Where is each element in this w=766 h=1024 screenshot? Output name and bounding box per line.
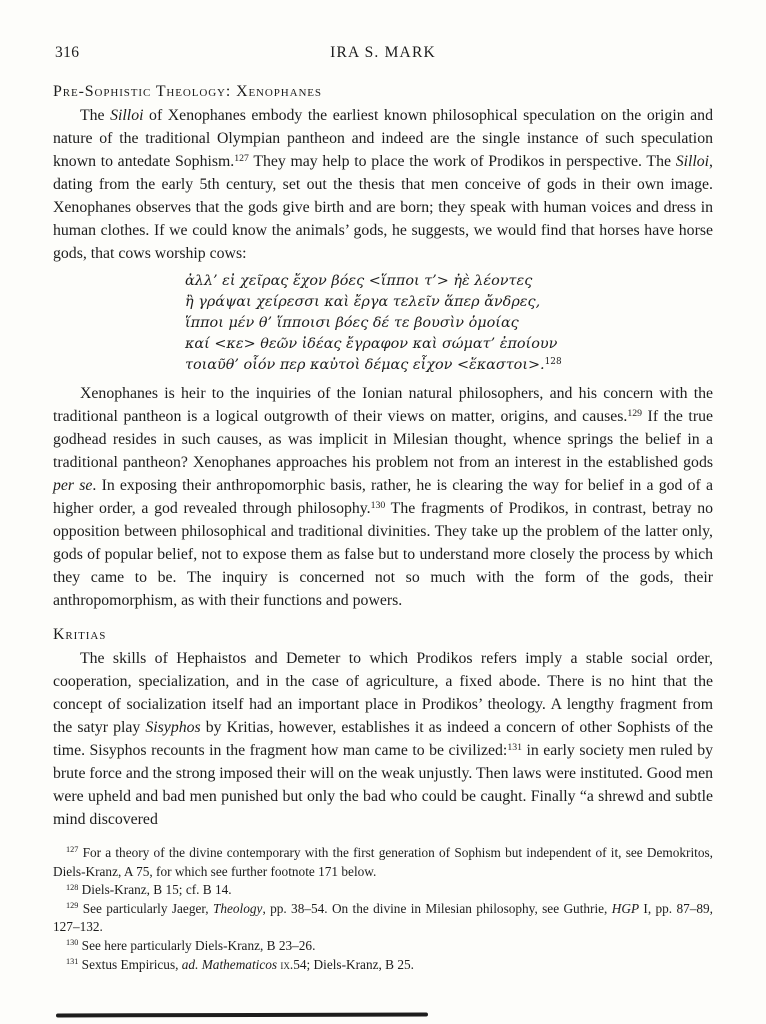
page-header	[53, 44, 713, 63]
scan-artifact	[56, 1013, 428, 1018]
section-heading-pre-sophistic-theology: Pre-Sophistic Theology: Xenophanes	[53, 83, 322, 100]
greek-line-5: τοιαῦθ’ οἷόν περ καὐτοὶ δέμας εἶχον <ἕκαστοι>.$^{128}$	[185, 357, 562, 373]
page-number: 316	[55, 44, 80, 61]
footnote-129: $^{129}$ See particularly Jaeger, Theology, pp. 38–54. On the divine in Milesian philosophy, see Guthrie, HGP I, pp. 87–89, 127–132.	[53, 900, 714, 935]
greek-blockquote	[185, 271, 713, 376]
running-head: IRA S. MARK	[330, 44, 436, 61]
footnote-130: $^{130}$ See here particularly Diels-Kranz, B 23–26.	[66, 937, 316, 953]
footnote-127: $^{127}$ For a theory of the divine contemporary with the first generation of Sophism but independent of it, see Demokritos, Diels-Kranz, A 75, for which see further footnote 171 below.	[53, 845, 713, 879]
paragraph-xenophanes-2: Xenophanes is heir to the inquiries of the Ionian natural philosophers, and his concern with the traditional pantheon is a logical outgrowth of their views on matter, origins, and causes.$^{129}$ If the true godhead resides in such causes, as was implicit in Milesian thought, whence springs the belief in a traditional pantheon? Xenophanes approaches his problem not from an interest in the established gods per se. In exposing their anthropomorphic basis, rather, he is clearing the way for belief in a god of a higher order, a god revealed through philosophy.$^{130}$ The fragments of Prodikos, in contrast, betray no opposition between philosophical and traditional divinities. They take up the problem of the latter only, gods of popular belief, not to expose them as false but to understand more closely the process by which they came to be. The inquiry is concerned not so much with the form of the gods, their anthropomorphism, as with their functions and powers.	[53, 385, 713, 609]
paragraph-xenophanes-1: The Silloi of Xenophanes embody the earliest known philosophical speculation on the origin and nature of the traditional Olympian pantheon and indeed are the single instance of such speculation known to antedate Sophism.$^{127}$ They may help to place the work of Prodikos in perspective. The Silloi, dating from the early 5th century, set out the thesis that men conceive of gods in their own image. Xenophanes observes that the gods give birth and are born; they speak with human voices and dress in human clothes. If we could know the animals’ gods, he suggests, we would find that horses have horse gods, that cows worship cows:	[53, 107, 713, 262]
section-heading-kritias: Kritias	[53, 626, 107, 643]
footnote-131: $^{131}$ Sextus Empiricus, ad. Mathematicos ix.54; Diels-Kranz, B 25.	[66, 956, 414, 972]
paragraph-kritias-1: The skills of Hephaistos and Demeter to which Prodikos refers imply a stable social order, cooperation, specialization, and in the case of agriculture, a fixed abode. There is no hint that the concept of socialization itself had an important place in Prodikos’ theology. A lengthy fragment from the satyr play Sisyphos by Kritias, however, establishes it as indeed a concern of other Sophists of the time. Sisyphos recounts in the fragment how man came to be civilized:$^{131}$ in early society men ruled by brute force and the strong imposed their will on the weak unjustly. Then laws were instituted. Good men were upheld and bad men punished but only the bad who could be caught. Finally “a shrewd and subtle mind discovered	[53, 650, 713, 828]
greek-line-3: ἵπποι μέν θ’ ἵπποισι βόες δέ τε βουσὶν ὁμοίας	[185, 315, 519, 331]
greek-line-2: ἢ γράψαι χείρεσσι καὶ ἔργα τελεῖν ἅπερ ἄνδρες,	[185, 294, 541, 310]
greek-line-1: ἀλλ’ εἰ χεῖρας ἔχον βόες <ἵπποι τ’> ἠὲ λέοντες	[185, 273, 533, 289]
greek-line-4: καί <κε> θεῶν ἰδέας ἔγραφον καὶ σώματ’ ἐποίουν	[185, 336, 558, 352]
footnote-128: $^{128}$ Diels-Kranz, B 15; cf. B 14.	[66, 882, 232, 898]
footnotes-block	[53, 844, 713, 974]
